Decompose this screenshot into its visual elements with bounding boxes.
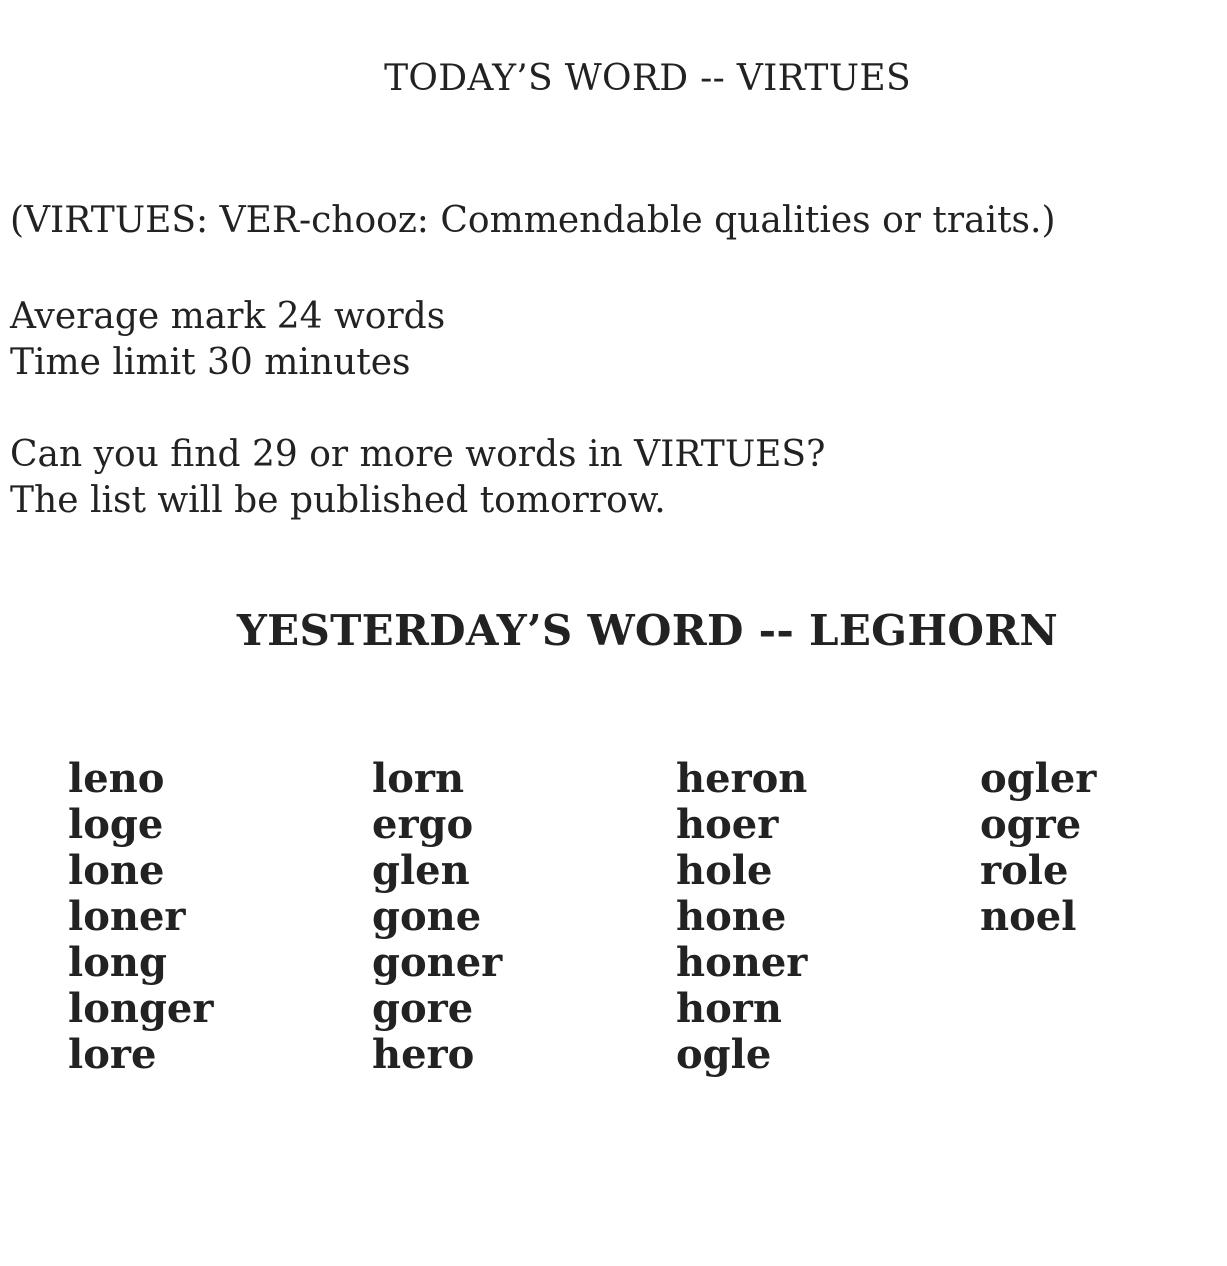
answer-word: glen	[372, 847, 470, 894]
answer-word: heron	[676, 755, 808, 802]
answer-word: hone	[676, 893, 787, 940]
time-limit: Time limit 30 minutes	[10, 342, 411, 383]
answer-column-4	[980, 756, 1227, 940]
answer-word: lone	[68, 847, 165, 894]
answer-word: ogre	[980, 801, 1082, 848]
answer-column-3	[676, 756, 966, 1078]
answer-word: hero	[372, 1031, 475, 1078]
answer-word: honer	[676, 939, 808, 986]
answer-column-2	[372, 756, 662, 1078]
challenge-question: Can you find 29 or more words in VIRTUES?	[10, 434, 826, 475]
todays-word-title: TODAY’S WORD -- VIRTUES	[384, 58, 911, 99]
answer-word: leno	[68, 755, 165, 802]
answer-word: role	[980, 847, 1069, 894]
answer-word-grid	[68, 756, 1218, 1086]
answer-column-1	[68, 756, 358, 1078]
answer-word: gore	[372, 985, 474, 1032]
answer-word: gone	[372, 893, 482, 940]
answer-word: goner	[372, 939, 503, 986]
answer-word: longer	[68, 985, 214, 1032]
answer-word: lorn	[372, 755, 465, 802]
answer-word: ogle	[676, 1031, 772, 1078]
answer-word: lore	[68, 1031, 157, 1078]
answer-word: long	[68, 939, 167, 986]
answer-word: ogler	[980, 755, 1097, 802]
yesterdays-word-title: YESTERDAY’S WORD -- LEGHORN	[236, 606, 1059, 655]
answer-word: loner	[68, 893, 186, 940]
answer-word: noel	[980, 893, 1077, 940]
answer-word: hole	[676, 847, 773, 894]
answer-word: horn	[676, 985, 782, 1032]
answer-word: hoer	[676, 801, 779, 848]
average-mark: Average mark 24 words	[10, 296, 446, 337]
answer-word: loge	[68, 801, 164, 848]
word-definition: (VIRTUES: VER-chooz: Commendable qualities or traits.)	[10, 200, 1056, 241]
answer-word: ergo	[372, 801, 474, 848]
publish-note: The list will be published tomorrow.	[10, 480, 666, 521]
